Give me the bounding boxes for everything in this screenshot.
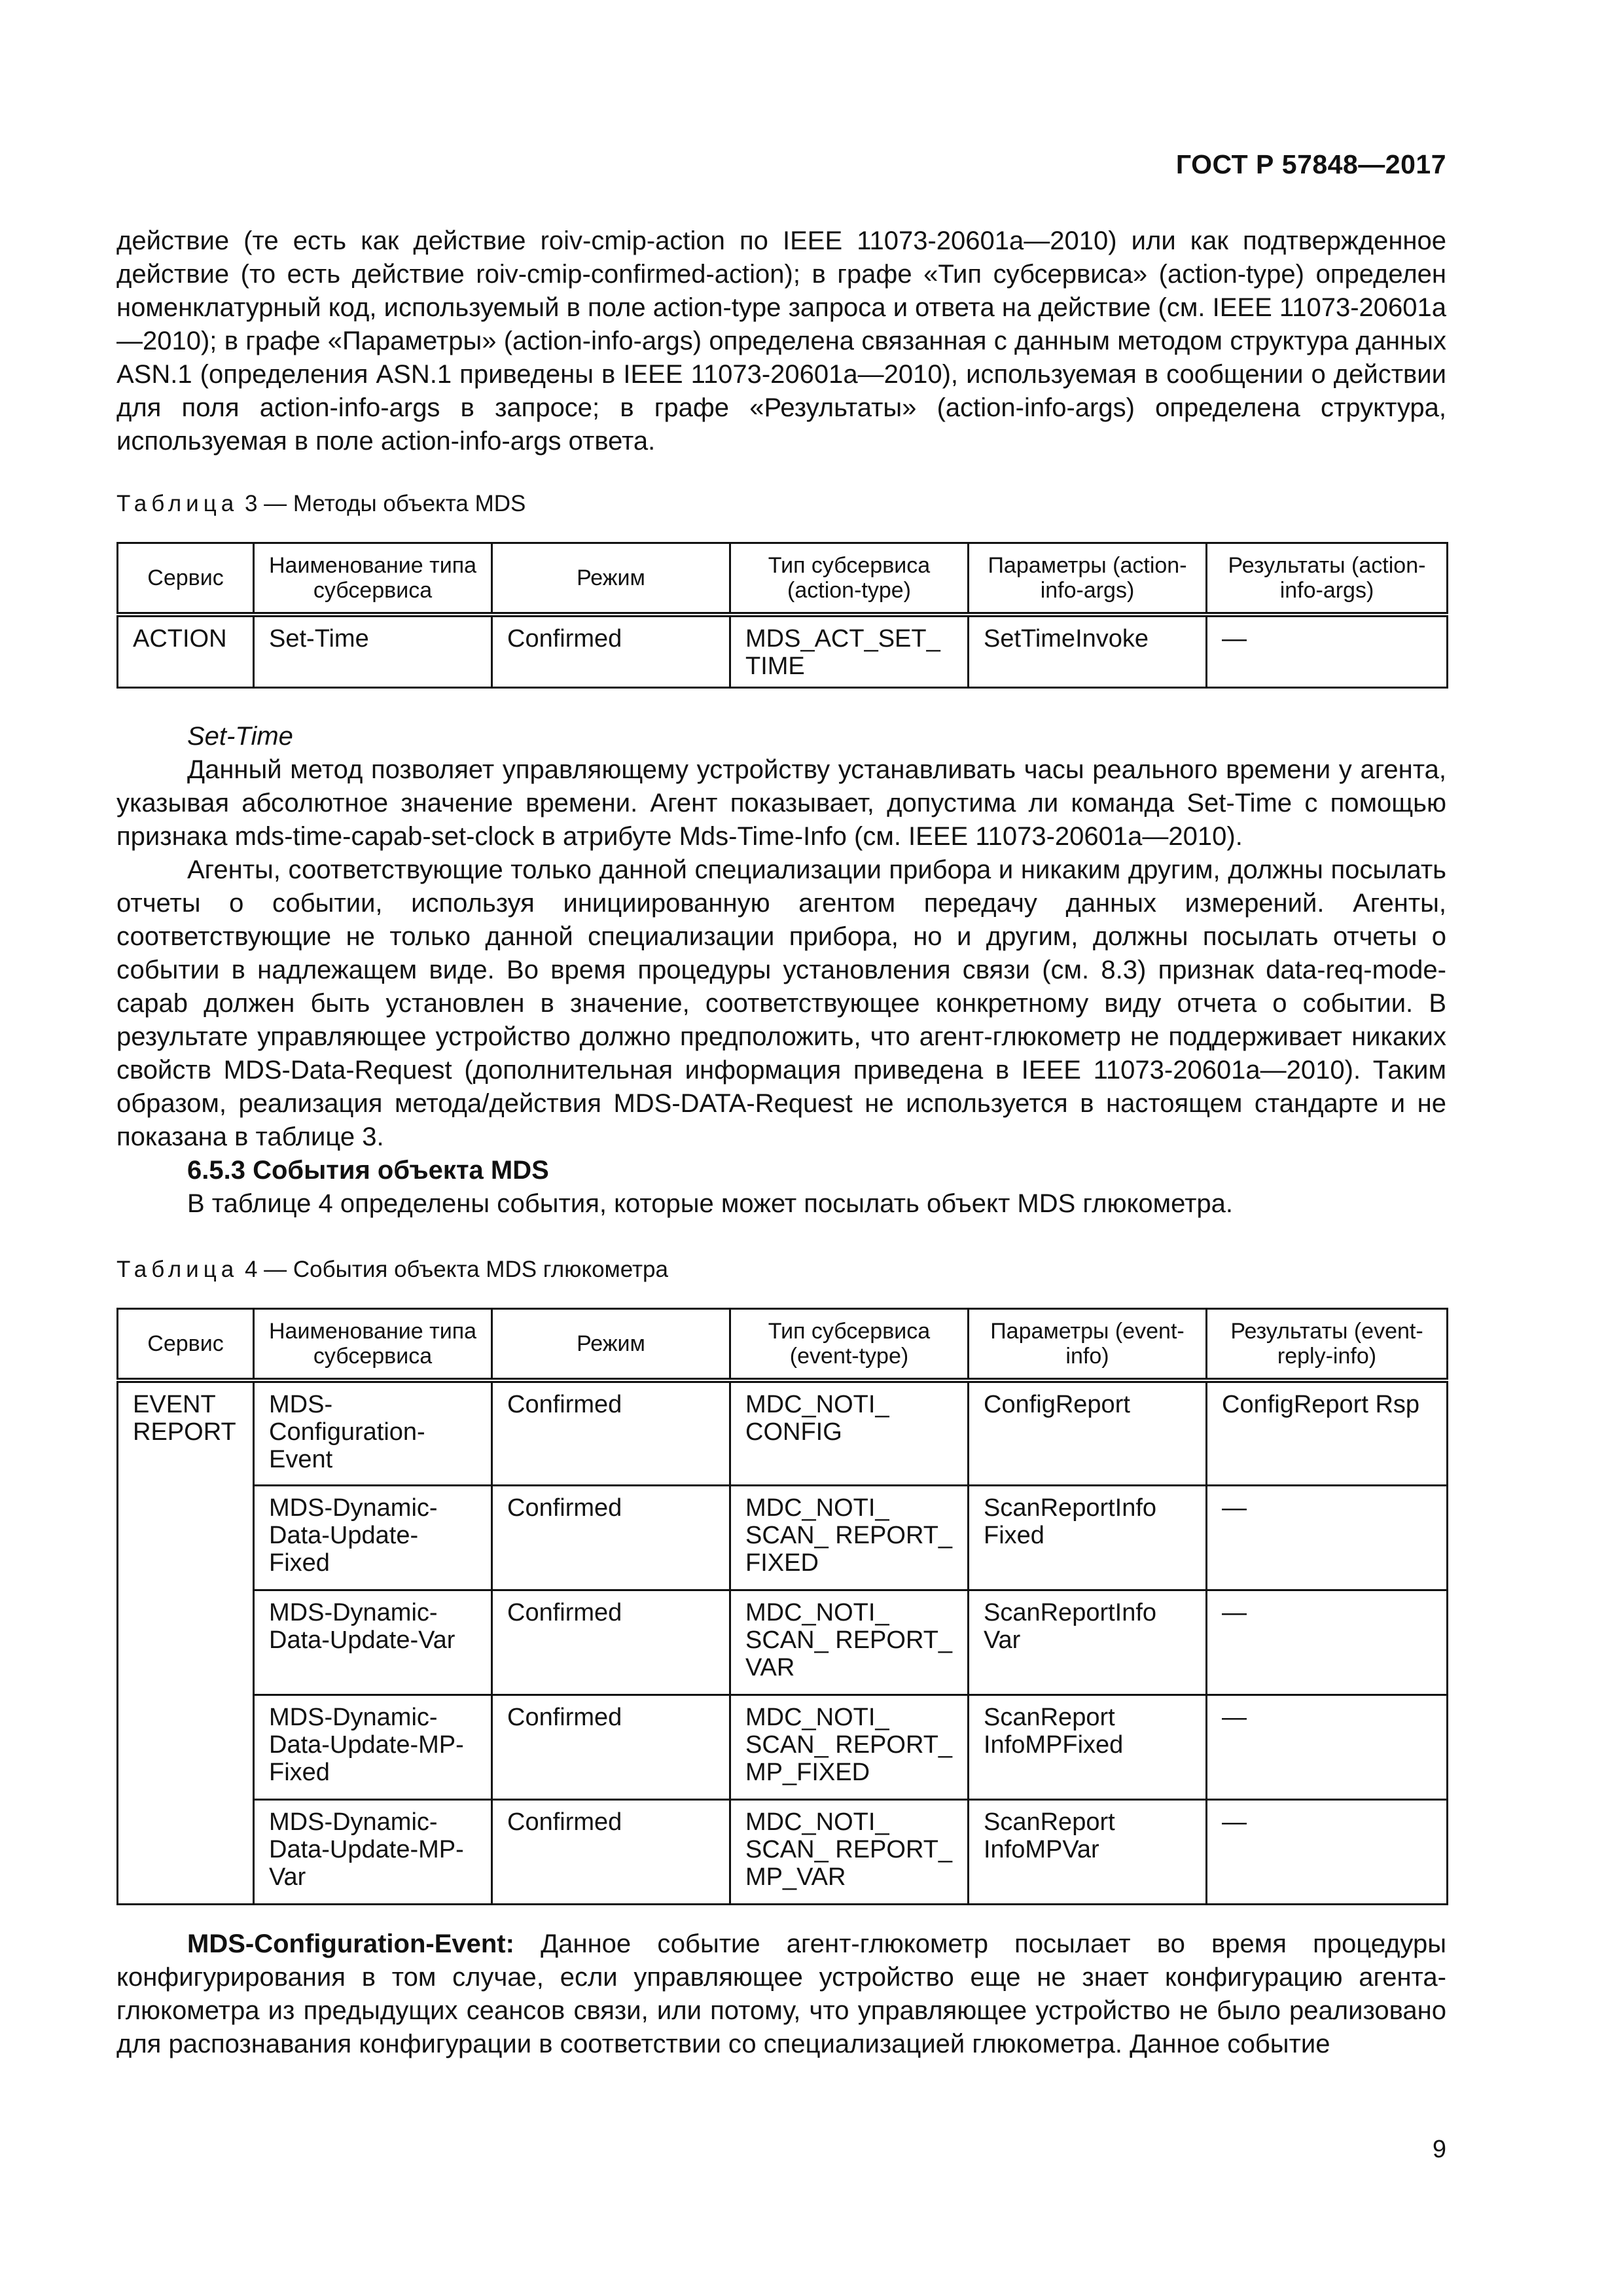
table4-header-cell: Тип субсервиса (event-type) xyxy=(730,1309,969,1381)
table4-cell: MDC_NOTI_ SCAN_ REPORT_ MP_FIXED xyxy=(730,1695,969,1799)
closing-paragraph xyxy=(116,1928,1446,2061)
table4-cell: MDC_NOTI_ SCAN_ REPORT_ VAR xyxy=(730,1590,969,1695)
set-time-paragraph-2: Агенты, соответствующие только данной специализации прибора и никаким другим, должны посылать отчеты о событии, используя инициированную агентом передачу данных измерений. Агенты, соответствующие не только данной специализации прибора, но и другим, должны посылать отчеты о событии в надлежащем виде. Во время процедуры установления связи (см. 8.3) признак data-req-mode-capab должен быть установлен в значение, соответствующее конкретному виду отчета о событии. В результате управляющее устройство должно предположить, что агент-глюкометр не поддерживает никаких свойств MDS-Data-Request (дополнительная информация приведена в IEEE 11073-20601a—2010). Таким образом, реализация метода/действия MDS-DATA-Request не используется в настоящем стандарте и не показана в таблице 3. xyxy=(116,855,1446,1151)
table3-header-cell: Сервис xyxy=(118,543,254,615)
table4-row xyxy=(118,1485,1448,1590)
table4-cell: MDS-Dynamic-Data-Update-MP-Var xyxy=(254,1799,492,1904)
table4-cell: MDC_NOTI_ CONFIG xyxy=(730,1380,969,1485)
standard-header: ГОСТ Р 57848—2017 xyxy=(1175,149,1446,179)
table4-cell: Confirmed xyxy=(492,1380,730,1485)
table4-caption xyxy=(116,1257,668,1283)
table4-header-row xyxy=(118,1309,1448,1381)
table4-cell: ConfigReport Rsp xyxy=(1207,1380,1448,1485)
table4-cell: — xyxy=(1207,1799,1448,1904)
set-time-block xyxy=(116,720,1446,1221)
table3-cell: Confirmed xyxy=(492,615,730,688)
table3-caption-text: 3 — Методы объекта MDS xyxy=(244,491,526,516)
table3-cell: — xyxy=(1207,615,1448,688)
table4-cell: MDS-Configuration-Event xyxy=(254,1380,492,1485)
section-text: В таблице 4 определены события, которые может посылать объект MDS глюкометра. xyxy=(187,1189,1233,1218)
table4-row xyxy=(118,1695,1448,1799)
table4-cell: ScanReport InfoMPFixed xyxy=(969,1695,1207,1799)
table4 xyxy=(116,1308,1448,1905)
intro-block xyxy=(116,224,1446,458)
table4-cell: ConfigReport xyxy=(969,1380,1207,1485)
table4-cell: Confirmed xyxy=(492,1799,730,1904)
set-time-heading: Set-Time xyxy=(187,722,293,751)
table3-header-cell: Тип субсервиса (action-type) xyxy=(730,543,969,615)
closing-term: MDS-Configuration-Event: xyxy=(187,1929,514,1958)
table4-header-cell: Сервис xyxy=(118,1309,254,1381)
table4-header-cell: Результаты (event-reply-info) xyxy=(1207,1309,1448,1381)
table3-cell: SetTimeInvoke xyxy=(969,615,1207,688)
table4-row xyxy=(118,1799,1448,1904)
table4-cell: ScanReportInfo Var xyxy=(969,1590,1207,1695)
table3 xyxy=(116,542,1448,689)
table4-row xyxy=(118,1380,1448,1485)
closing-text: Данное событие агент-глюкометр посылает во время процедуры конфигурирования в том случае, если управляющее устройство еще не знает конфигурацию агента-глюкометра из предыдущих сеансов связи, или потому, что управляющее устройство не было реализовано для распознавания конфигурации в соответствии со специализацией глюкометра. Данное событие xyxy=(116,1929,1446,2058)
table4-cell: — xyxy=(1207,1695,1448,1799)
table4-cell: MDC_NOTI_ SCAN_ REPORT_ FIXED xyxy=(730,1485,969,1590)
table4-cell: Confirmed xyxy=(492,1590,730,1695)
table4-caption-prefix: Таблица xyxy=(116,1257,239,1282)
table3-header-cell: Режим xyxy=(492,543,730,615)
table4-service-cell: EVENT REPORT xyxy=(118,1380,254,1904)
table4-row xyxy=(118,1590,1448,1695)
section-heading: 6.5.3 События объекта MDS xyxy=(187,1156,549,1185)
table4-cell: Confirmed xyxy=(492,1695,730,1799)
table3-header-cell: Результаты (action-info-args) xyxy=(1207,543,1448,615)
table4-header-cell: Режим xyxy=(492,1309,730,1381)
table4-cell: MDS-Dynamic-Data-Update-Var xyxy=(254,1590,492,1695)
table4-cell: MDC_NOTI_ SCAN_ REPORT_ MP_VAR xyxy=(730,1799,969,1904)
table4-cell: MDS-Dynamic-Data-Update-MP-Fixed xyxy=(254,1695,492,1799)
closing-block xyxy=(116,1928,1446,2061)
table3-cell: Set-Time xyxy=(254,615,492,688)
table3-caption-prefix: Таблица xyxy=(116,491,239,516)
table4-cell: — xyxy=(1207,1590,1448,1695)
table4-cell: ScanReport InfoMPVar xyxy=(969,1799,1207,1904)
table3-header-cell: Наименование типа субсервиса xyxy=(254,543,492,615)
table4-cell: — xyxy=(1207,1485,1448,1590)
table3-header-cell: Параметры (action-info-args) xyxy=(969,543,1207,615)
table4-header-cell: Параметры (event-info) xyxy=(969,1309,1207,1381)
table3-header-row xyxy=(118,543,1448,615)
table4-cell: ScanReportInfo Fixed xyxy=(969,1485,1207,1590)
table4-caption-text: 4 — События объекта MDS глюкометра xyxy=(244,1257,668,1282)
intro-paragraph: действие (те есть как действие roiv-cmip-action по IEEE 11073-20601a—2010) или как подтвержденное действие (то есть действие roiv-cmip-confirmed-action); в графе «Тип субсервиса» (action-type) определен номенклатурный код, используемый в поле action-type запроса и ответа на действие (см. IEEE 11073-20601a—2010); в графе «Параметры» (action-info-args) определена связанная с данным методом структура данных ASN.1 (определения ASN.1 приведены в IEEE 11073-20601a—2010), используемая в сообщении о действии для поля action-info-args в запросе; в графе «Результаты» (action-info-args) определена структура, используемая в поле action-info-args ответа. xyxy=(116,226,1447,456)
table4-cell: Confirmed xyxy=(492,1485,730,1590)
set-time-paragraph-1: Данный метод позволяет управляющему устройству устанавливать часы реального времени у агента, указывая абсолютное значение времени. Агент показывает, допустима ли команда Set-Time с помощью признака mds-time-capab-set-clock в атрибуте Mds-Time-Info (см. IEEE 11073-20601a—2010). xyxy=(116,755,1446,851)
table3-row xyxy=(118,615,1448,688)
table3-cell: MDS_ACT_SET_ TIME xyxy=(730,615,969,688)
page-number: 9 xyxy=(1432,2136,1446,2163)
table4-header-cell: Наименование типа субсервиса xyxy=(254,1309,492,1381)
table4-cell: MDS-Dynamic-Data-Update-Fixed xyxy=(254,1485,492,1590)
table3-caption xyxy=(116,491,526,517)
table3-cell: ACTION xyxy=(118,615,254,688)
